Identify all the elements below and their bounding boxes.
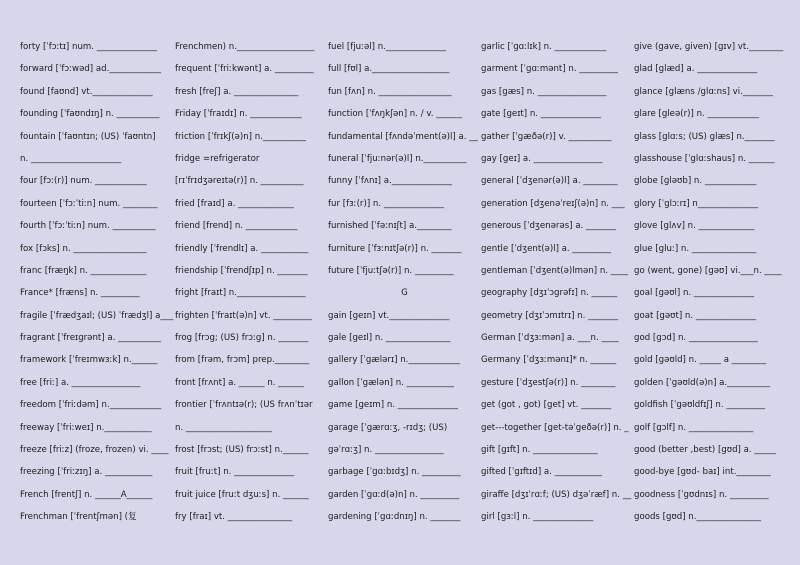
vocab-entry: [rɪˈfrɪdʒəreɪtə(r)] n. __________ xyxy=(175,176,304,187)
vocab-entry: goodness [ˈgʊdnɪs] n. _________ xyxy=(634,489,769,500)
vocab-entry: fountain [ˈfaʊntɪn; (US) ˈfaʊntn] xyxy=(20,131,156,142)
vocab-entry: friction [ˈfrɪkʃ(ə)n] n.__________ xyxy=(175,131,306,142)
vocab-entry: gardening [ˈgɑːdnɪŋ] n. _______ xyxy=(328,512,461,523)
vocab-entry: giraffe [dʒɪˈrɑːf; (US) dʒəˈræf] n. __ xyxy=(481,489,632,500)
vocab-entry: freezing [ˈfriːzɪŋ] a. ___________ xyxy=(20,467,153,478)
column-4 xyxy=(481,36,634,565)
vocab-entry: fried [fraɪd] a. _____________ xyxy=(175,198,294,209)
vocab-entry: geography [dʒɪˈɔgrəfɪ] n. ______ xyxy=(481,288,618,299)
vocab-entry: glass [glɑːs; (US) glæs] n._______ xyxy=(634,131,775,142)
vocab-entry: fur [fɜː(r)] n. ______________ xyxy=(328,198,444,209)
vocab-entry: get---together [get-təˈgeðə(r)] n. _ xyxy=(481,422,629,433)
vocab-entry: gesture [ˈdʒestʃə(r)] n. ________ xyxy=(481,377,616,388)
vocab-entry: glory [ˈglɔːrɪ] n______________ xyxy=(634,198,759,209)
vocab-entry: freeze [friːz] (froze, frozen) vi. ____ xyxy=(20,445,169,456)
vocab-entry: gate [geɪt] n. ______________ xyxy=(481,109,601,120)
vocab-entry: free [friː] a. ________________ xyxy=(20,377,141,388)
vocab-entry: freedom [ˈfriːdəm] n.____________ xyxy=(20,400,162,411)
column-1 xyxy=(20,36,175,565)
vocab-entry: fox [fɔks] n. _________________ xyxy=(20,243,147,254)
vocab-entry: goat [gəʊt] n. ______________ xyxy=(634,310,757,321)
vocab-entry: full [fʊl] a.__________________ xyxy=(328,64,450,75)
vocab-entry: globe [gləʊb] n. ____________ xyxy=(634,176,757,187)
vocab-entry: gale [geɪl] n. _______________ xyxy=(328,333,451,344)
vocab-entry: France* [fræns] n. _________ xyxy=(20,288,140,299)
vocab-entry: frequent [ˈfriːkwənt] a. _________ xyxy=(175,64,314,75)
vocab-entry: French [frentʃ] n. ______A______ xyxy=(20,489,153,500)
vocab-entry: fuel [fjuːəl] n.______________ xyxy=(328,42,447,52)
vocab-entry: four [fɔː(r)] num. ____________ xyxy=(20,176,147,187)
vocab-entry: forty [ˈfɔːtɪ] num. ______________ xyxy=(20,42,157,52)
vocab-entry: gay [geɪ] a. ________________ xyxy=(481,153,603,164)
vocab-entry: fourth [ˈfɔːˈtiːn] num. __________ xyxy=(20,221,156,232)
vocab-entry: fresh [freʃ] a. _______________ xyxy=(175,86,299,97)
vocab-entry: good-bye [gʊd- baɪ] int.________ xyxy=(634,467,771,478)
vocab-entry: fruit juice [fruːt dʒuːs] n. ______ xyxy=(175,489,309,500)
vocab-entry: go (went, gone) [gəʊ] vi.___n. ____ xyxy=(634,265,782,276)
vocab-entry: furnished [ˈfəːnɪʃt] a.________ xyxy=(328,221,452,232)
vocab-entry: gəˈrɑːʒ] n. ________________ xyxy=(328,445,444,456)
vocab-entry: glue [gluː] n. _______________ xyxy=(634,243,757,254)
vocab-entry: function [ˈfʌŋkʃən] n. / v. ______ xyxy=(328,109,462,120)
vocab-entry: glance [glæns /glɑːns] vi._______ xyxy=(634,86,773,97)
vocab-entry: founding [ˈfaʊndɪŋ] n. __________ xyxy=(20,109,160,120)
vocab-entry: from [frəm, frɔm] prep.________ xyxy=(175,355,310,366)
vocab-entry: goal [gəʊl] n. ______________ xyxy=(634,288,755,299)
vocab-entry: friend [frend] n. ____________ xyxy=(175,221,298,232)
vocab-entry: give (gave, given) [gɪv] vt.________ xyxy=(634,42,784,52)
vocab-entry: garage [ˈgærɑːʒ, -rɪdʒ; (US) xyxy=(328,422,448,433)
vocab-entry: glove [glʌv] n. _____________ xyxy=(634,221,755,232)
vocab-entry: glare [gleə(r)] n. ____________ xyxy=(634,109,760,120)
vocab-entry: Germany [ˈdʒɜːmənɪ]* n. ______ xyxy=(481,355,617,366)
vocab-entry: Frenchman [ˈfrentʃmən] (复 xyxy=(20,512,137,523)
vocab-entry: general [ˈdʒenər(ə)l] a. ________ xyxy=(481,176,618,187)
vocab-entry: fruit [fruːt] n. ______________ xyxy=(175,467,295,478)
vocab-entry: n. _____________________ xyxy=(20,153,122,164)
column-5 xyxy=(634,36,784,565)
vocab-entry: frost [frɔst; (US) frɔːst] n.______ xyxy=(175,445,309,456)
vocab-entry: golden [ˈgəʊld(ə)n] a.__________ xyxy=(634,377,771,388)
vocab-entry: fundamental [fʌndəˈment(ə)l] a. __ xyxy=(328,131,478,142)
vocab-entry: goods [gʊd] n._______________ xyxy=(634,512,761,523)
vocab-entry: Friday [ˈfraɪdɪ] n. ____________ xyxy=(175,109,302,120)
vocab-entry: gain [geɪn] vt.______________ xyxy=(328,310,450,321)
vocab-entry: girl [gɜːl] n. ______________ xyxy=(481,512,594,523)
vocab-entry: framework [ˈfreɪmwɜːk] n.______ xyxy=(20,355,158,366)
vocab-entry: golf [gɔlf] n. _______________ xyxy=(634,422,754,433)
vocab-entry: fourteen [ˈfɔːˈtiːn] num. ________ xyxy=(20,198,158,209)
vocab-entry: fry [fraɪ] vt. _______________ xyxy=(175,512,293,523)
vocab-entry: goldfish [ˈgəʊldfɪʃ] n. _________ xyxy=(634,400,766,411)
vocab-entry: frontier [ˈfrʌntɪə(r); (US frʌnˈtɪər xyxy=(175,400,313,411)
vocab-entry: gentle [ˈdʒent(ə)l] a. _________ xyxy=(481,243,612,254)
vocab-entry: gallon [ˈgælən] n. ___________ xyxy=(328,377,454,388)
vocab-entry: generous [ˈdʒenərəs] a. _______ xyxy=(481,221,617,232)
vocab-entry: garlic [ˈgɑːlɪk] n. ____________ xyxy=(481,42,607,52)
vocab-entry: fragrant [ˈfreɪgrənt] a. __________ xyxy=(20,333,162,344)
vocab-entry: Frenchmen) n.__________________ xyxy=(175,42,315,52)
vocab-entry: gold [gəʊld] n. _____ a ________ xyxy=(634,355,767,366)
vocab-entry: garment [ˈgɑːmənt] n. _________ xyxy=(481,64,618,75)
vocab-entry: glad [glæd] a. ______________ xyxy=(634,64,758,75)
vocab-entry: friendly [ˈfrendlɪ] a. ___________ xyxy=(175,243,309,254)
vocab-entry: glasshouse [ˈglɑːshaus] n. ______ xyxy=(634,153,775,164)
vocab-entry: good (better ,best) [gʊd] a. _____ xyxy=(634,445,776,456)
vocab-entry: gifted [ˈgɪftɪd] a. ___________ xyxy=(481,467,602,478)
vocab-entry: franc [fræŋk] n. _____________ xyxy=(20,265,147,276)
vocab-entry: front [frʌnt] a. ______ n. ______ xyxy=(175,377,305,388)
vocab-entry: garden [ˈgɑːd(ə)n] n. _________ xyxy=(328,489,460,500)
vocab-entry: freeway [ˈfriːweɪ] n.___________ xyxy=(20,422,152,433)
column-2 xyxy=(175,36,328,565)
vocab-entry: god [gɔd] n. ________________ xyxy=(634,333,758,344)
vocab-entry: German [ˈdʒɜːmən] a. ___n. ____ xyxy=(481,333,619,344)
vocab-entry: garbage [ˈgɑːbɪdʒ] n. _________ xyxy=(328,467,461,478)
vocab-entry: fun [fʌn] n. _________________ xyxy=(328,86,452,97)
vocab-entry: gentleman [ˈdʒent(ə)lmən] n. ____ xyxy=(481,265,628,276)
vocab-entry: friendship [ˈfrendʃɪp] n. _______ xyxy=(175,265,308,276)
vocab-entry: fragile [ˈfrædʒaɪl; (US) ˈfrædʒl] a___ xyxy=(20,310,174,321)
vocab-entry: geometry [dʒɪˈɔmɪtrɪ] n. _______ xyxy=(481,310,619,321)
vocab-entry: future [ˈfjuːtʃə(r)] n. _________ xyxy=(328,265,454,276)
vocab-entry: found [faʊnd] vt.______________ xyxy=(20,86,153,97)
vocab-entry: gift [gɪft] n. _______________ xyxy=(481,445,598,456)
vocab-entry: furniture [ˈfɜːnɪtʃə(r)] n. _______ xyxy=(328,243,462,254)
vocab-entry: frighten [ˈfraɪt(ə)n] vt. _________ xyxy=(175,310,312,321)
vocab-entry: funeral [ˈfjuːnər(ə)l] n.__________ xyxy=(328,153,467,164)
vocab-entry: gallery [ˈgælərɪ] n.____________ xyxy=(328,355,460,366)
vocab-entry: forward [ˈfɔːwəd] ad.____________ xyxy=(20,64,161,75)
vocab-entry: fright [fraɪt] n.________________ xyxy=(175,288,306,299)
vocab-entry: n. ____________________ xyxy=(175,422,272,433)
vocab-entry: game [geɪm] n. ______________ xyxy=(328,400,458,411)
vocab-entry: generation [dʒenəˈreɪʃ(ə)n] n. ___ xyxy=(481,198,625,209)
column-3 xyxy=(328,36,481,565)
vocab-entry: frog [frɔg; (US) frɔːg] n. _______ xyxy=(175,333,309,344)
vocab-entry: gather [ˈgæðə(r)] v. __________ xyxy=(481,131,612,142)
vocab-entry: fridge =refrigerator xyxy=(175,153,260,164)
vocab-entry: funny [ˈfʌnɪ] a.______________ xyxy=(328,176,452,187)
vocab-entry: get (got , got) [get] vt. _______ xyxy=(481,400,612,411)
vocab-entry: gas [gæs] n. ________________ xyxy=(481,86,607,97)
section-letter: G xyxy=(401,288,408,299)
